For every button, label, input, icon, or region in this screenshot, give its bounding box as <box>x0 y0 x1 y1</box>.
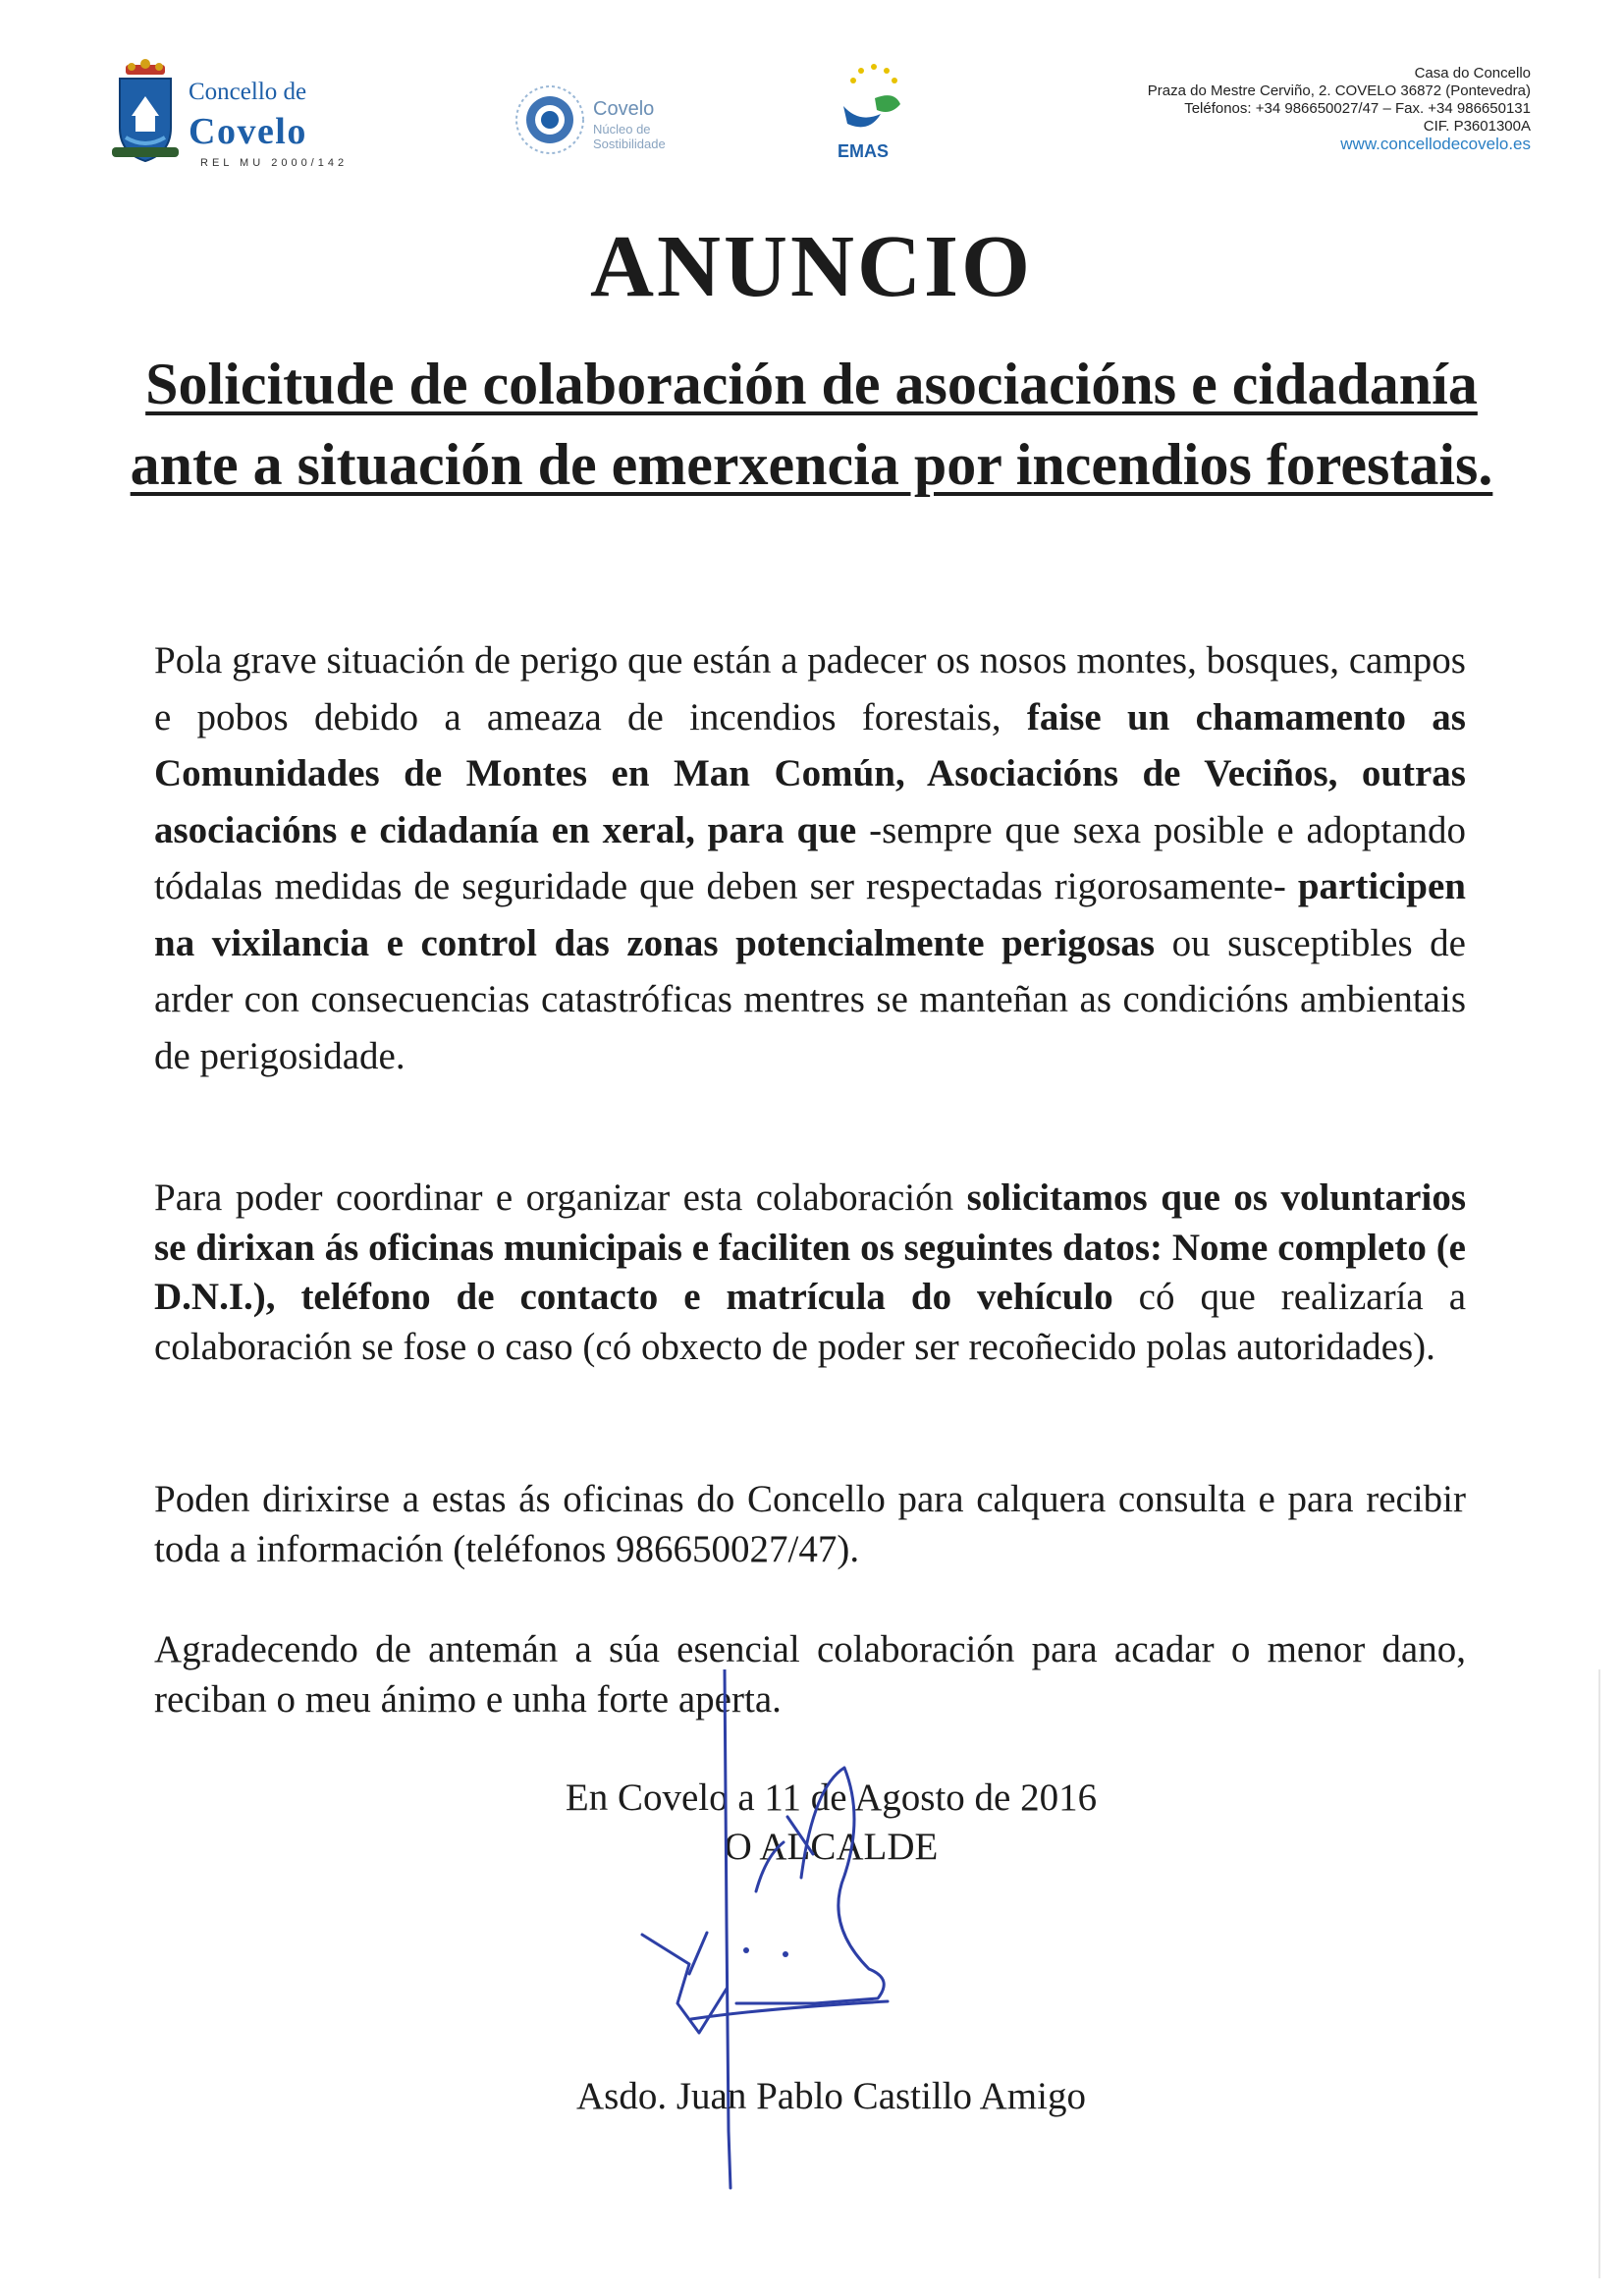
concello-covelo-logo <box>110 55 349 173</box>
contact-website: www.concellodecovelo.es <box>1340 135 1531 153</box>
nucleo-line-nucleo: Núcleo de <box>593 122 651 137</box>
place-and-date: En Covelo a 11 de Agosto de 2016 <box>565 1777 1098 1819</box>
contact-cif: CIF. P3601300A <box>1423 118 1531 135</box>
letterhead <box>0 0 1623 196</box>
emas-logo <box>830 59 918 167</box>
paragraph-2 <box>154 1174 1466 1372</box>
contact-address: Praza do Mestre Cerviño, 2. COVELO 36872 (Pontevedra) <box>1147 82 1531 99</box>
contact-info <box>1148 65 1531 153</box>
logo-line-concello: Concello de <box>189 79 307 105</box>
p1-bold-b: faise un chamamento as Comunidades de Montes en Man Común, Asociacións de Veciños, outras asociacións e cidadanía en xeral, para que <box>154 695 1466 851</box>
contact-building: Casa do Concello <box>1414 65 1531 82</box>
p2-text-a: Para poder coordinar e organizar esta colaboración <box>154 1176 967 1219</box>
emas-label: EMAS <box>838 141 890 161</box>
logo-line-registry: REL MU 2000/142 <box>200 157 349 169</box>
municipal-crest-icon <box>110 59 181 165</box>
p1-text-c: -sempre que sexa posible e adoptando tódalas medidas de seguridade que deben ser respectadas rigorosamente- <box>154 808 1467 907</box>
signer-role: O ALCALDE <box>724 1826 939 1868</box>
p2-text-c: có que realizaría a colaboración se fose o caso (có obxecto de poder ser recoñecido polas autoridades). <box>154 1276 1466 1368</box>
notice-heading: ANUNCIO <box>589 218 1033 315</box>
paragraph-1 <box>154 632 1466 1084</box>
nucleo-line-sostibilidade: Sostibilidade <box>593 137 666 151</box>
nucleo-sostibilidade-logo <box>511 77 687 165</box>
nucleo-line-covelo: Covelo <box>593 98 655 120</box>
logo-line-covelo: Covelo <box>189 111 307 152</box>
handwritten-signature-icon <box>609 1669 923 2259</box>
emas-stars-icon <box>830 59 918 141</box>
signer-name: Asdo. Juan Pablo Castillo Amigo <box>576 2075 1086 2117</box>
contact-phones: Teléfonos: +34 986650027/47 – Fax. +34 986650131 <box>1184 100 1531 117</box>
sustainability-emblem-icon <box>511 81 589 159</box>
notice-subtitle: Solicitude de colaboración de asociacións e cidadanía ante a situación de emerxencia por incendios forestais. <box>130 352 1493 497</box>
p1-text-a: Pola grave situación de perigo que están a padecer os nosos montes, bosques, campos e pobos debido a ameaza de incendios forestais, <box>154 639 1466 738</box>
nucleo-line-subtitle <box>593 122 691 151</box>
scan-margin-line <box>1598 1669 1600 2278</box>
paragraph-3: Poden dirixirse a estas ás oficinas do Concello para calquera consulta e para recibir toda a información (teléfonos 986650027/47). <box>154 1478 1466 1570</box>
p1-bold-d: participen na vixilancia e control das zonas potencialmente perigosas <box>154 865 1466 964</box>
p1-text-e: ou susceptibles de arder con consecuencias catastróficas mentres se manteñan as condicións ambientais de perigosidade. <box>154 921 1466 1077</box>
paragraph-4: Agradecendo de antemán a súa esencial colaboración para acadar o menor dano, reciban o meu ánimo e unha forte aperta. <box>154 1628 1466 1721</box>
p2-bold-b: solicitamos que os voluntarios se dirixan ás oficinas municipais e faciliten os seguintes datos: Nome completo (e D.N.I.), teléfono de contacto e matrícula do vehículo <box>154 1176 1466 1318</box>
